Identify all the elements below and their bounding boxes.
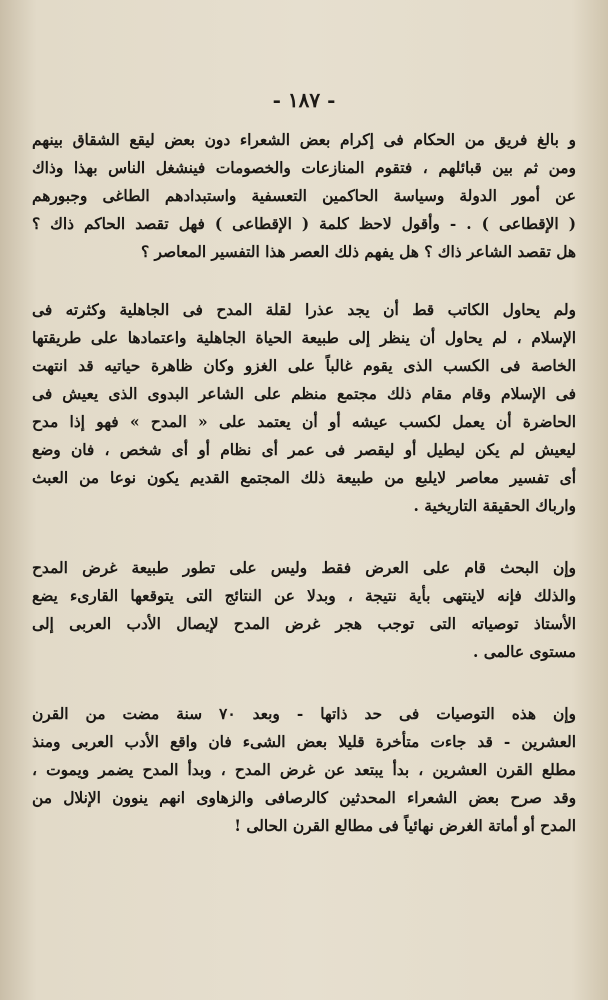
text-line: والذلك فإنه لاينتهى بأية نتيجة ، وبدلا عن النتائج التى يتوقعها القارىء يضع (32, 587, 576, 605)
text-line: ( الإقطاعى ) . - وأقول لاحظ كلمة ( الإقطاعى ) فهل تقصد الحاكم ذاك ؟ (32, 215, 576, 233)
text-line: وإن هذه التوصيات فى حد ذاتها - وبعد ٧٠ سنة مضت من القرن (32, 705, 576, 723)
text-line: وقد صرح بعض الشعراء المحدثين كالرصافى والزهاوى انهم ينوون الإنلال من (32, 789, 576, 807)
text-line: فى الإسلام وقام مقام ذلك مجتمع منظم على الشاعر البدوى الذى يعيش فى (32, 385, 576, 403)
text-line: ولم يحاول الكاتب قط أن يجد عذرا لقلة المدح فى الجاهلية وكثرته فى (32, 301, 576, 319)
text-line: أى تفسير معاصر لايلبع من طبيعة ذلك المجتمع القديم يكون نوعا من العبث (32, 469, 576, 487)
paragraph-gap (32, 520, 576, 554)
page-body (32, 126, 576, 840)
text-line: وإن البحث قام على العرض فقط وليس على تطور طبيعة غرض المدح (32, 559, 576, 577)
paragraph-1 (32, 126, 576, 266)
text-line: الخاصة فى الكسب الذى يقوم غالباً على الغزو وكان ظاهرة حياتيه قد انتهت (32, 357, 576, 375)
paragraph-4 (32, 700, 576, 840)
text-line: هل تقصد الشاعر ذاك ؟ هل يفهم ذلك العصر هذا التفسير المعاصر ؟ (141, 243, 576, 261)
page-number: - ١٨٧ - (272, 88, 336, 112)
paragraph-3 (32, 554, 576, 666)
paragraph-gap (32, 666, 576, 700)
text-line: و بالغ فريق من الحكام فى إكرام بعض الشعراء دون بعض ليقع الشقاق بينهم (32, 131, 576, 149)
text-line: الحاضرة أن يعمل لكسب عيشه أو أن يعتمد على « المدح » فهو إذا مدح (32, 413, 576, 431)
text-line: ليعيش لم يكن ليطيل أو ليقصر فى عمر أى نظام أو أى شخص ، فان وضع (32, 441, 576, 459)
text-line: مستوى عالمى . (473, 643, 576, 661)
text-line: الأستاذ توصياته التى توجب هجر غرض المدح لإيصال الأدب العربى إلى (32, 615, 576, 633)
text-line: عن أمور الدولة وسياسة الحاكمين التعسفية واستبدادهم الطاغى وجبورهم (32, 187, 576, 205)
text-line: ومن ثم بين قبائلهم ، فتقوم المنازعات والخصومات فينشغل الناس بهذا وذاك (32, 159, 576, 177)
paragraph-2 (32, 296, 576, 520)
paragraph-gap (32, 266, 576, 296)
text-line: مطلع القرن العشرين ، بدأ يبتعد عن غرض المدح ، وبدأ المدح يضمر ويموت ، (32, 761, 576, 779)
text-line: وارباك الحقيقة التاريخية . (413, 497, 576, 515)
text-line: العشرين - قد جاءت متأخرة قليلا بعض الشىء فان واقع الأدب العربى ومنذ (32, 733, 576, 751)
text-line: المدح أو أماتة الغرض نهائياً فى مطالع القرن الحالى ! (234, 817, 576, 835)
text-line: الإسلام ، لم يحاول أن ينظر إلى طبيعة الحياة الجاهلية واعتمادها على طريقتها (32, 329, 576, 347)
